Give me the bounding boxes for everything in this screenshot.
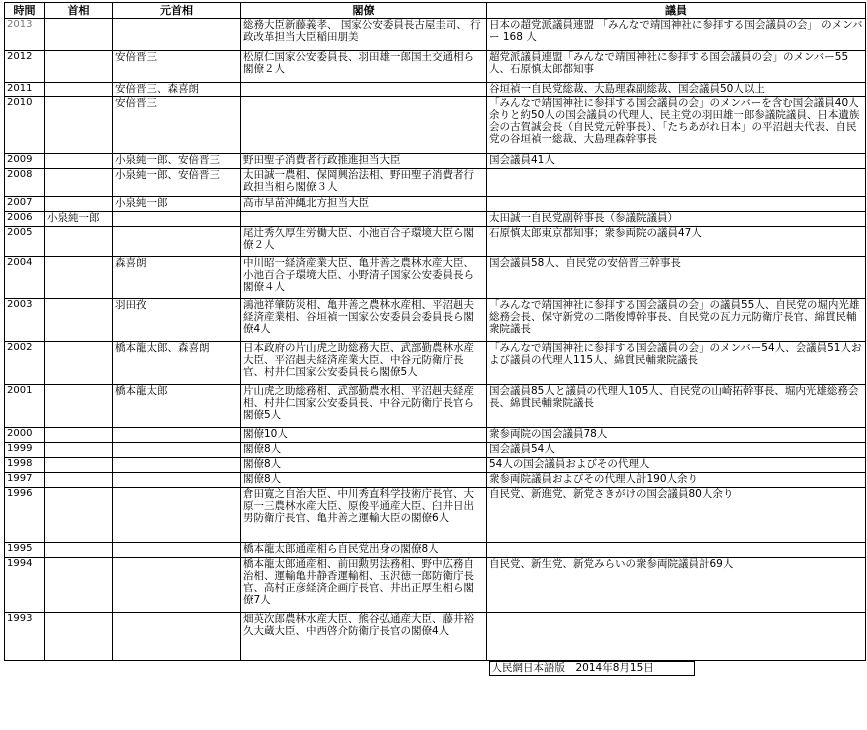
row-diet-members: 石原慎太郎東京都知事；衆参両院の議員47人 <box>487 227 866 257</box>
row-year: 2008 <box>5 169 45 197</box>
row-former-prime-minister <box>113 19 241 51</box>
row-diet-members: 「みんなで靖国神社に参拝する国会議員の会」の議員55人、自民党の堀内光雄総務会長、保守新党の二階俊博幹事長、自民党の瓦力元防衛庁長官、綿貫民輔衆院議長 <box>487 299 866 342</box>
header-former-prime-minister: 元首相 <box>113 3 241 19</box>
row-former-prime-minister: 安倍晋三 <box>113 51 241 83</box>
row-prime-minister <box>45 443 113 458</box>
table-row <box>5 212 866 227</box>
row-prime-minister <box>45 51 113 83</box>
row-former-prime-minister <box>113 488 241 543</box>
table-row <box>5 543 866 558</box>
table-row <box>5 169 866 197</box>
row-former-prime-minister: 小泉純一郎、安倍晋三 <box>113 169 241 197</box>
row-prime-minister <box>45 458 113 473</box>
row-cabinet: 野田聖子消費者行政推進担当大臣 <box>241 154 487 169</box>
table-row <box>5 299 866 342</box>
row-prime-minister <box>45 428 113 443</box>
row-diet-members: 「みんなで靖国神社に参拝する国会議員の会」のメンバーを含む国会議員40人余りと約50人の国会議員の代理人、民主党の羽田雄一郎参議院議員、日本遺族会の古賀誠会長（自民党元幹事長）、「たちあがれ日本」の平沼赳夫代表、自民党の谷垣禎一総裁、大島理森幹事長 <box>487 97 866 154</box>
row-year: 2012 <box>5 51 45 83</box>
row-cabinet: 橋本龍太郎通産相ら自民党出身の閣僚8人 <box>241 543 487 558</box>
row-diet-members: 自民党、新進党、新党さきがけの国会議員80人余り <box>487 488 866 543</box>
row-cabinet: 総務大臣新藤義孝、 国家公安委員長古屋圭司、 行政改革担当大臣稲田朋美 <box>241 19 487 51</box>
row-diet-members <box>487 197 866 212</box>
row-former-prime-minister: 森喜朗 <box>113 257 241 299</box>
row-diet-members: 衆参両院議員およびその代理人計190人余り <box>487 473 866 488</box>
row-year: 2006 <box>5 212 45 227</box>
row-year: 1998 <box>5 458 45 473</box>
row-prime-minister <box>45 227 113 257</box>
row-year: 2002 <box>5 342 45 385</box>
row-former-prime-minister: 羽田孜 <box>113 299 241 342</box>
row-former-prime-minister <box>113 458 241 473</box>
row-former-prime-minister <box>113 558 241 613</box>
row-former-prime-minister <box>113 428 241 443</box>
header-year: 時間 <box>5 3 45 19</box>
row-diet-members: 「みんなで靖国神社に参拝する国会議員の会」のメンバー54人、会議員51人および議員の代理人115人、綿貫民輔衆院議長 <box>487 342 866 385</box>
table-row <box>5 342 866 385</box>
row-former-prime-minister: 安倍晋三 <box>113 97 241 154</box>
row-year: 2013 <box>5 19 45 51</box>
row-year: 1997 <box>5 473 45 488</box>
row-diet-members <box>487 169 866 197</box>
row-year: 2004 <box>5 257 45 299</box>
row-prime-minister <box>45 558 113 613</box>
row-cabinet <box>241 212 487 227</box>
row-year: 2005 <box>5 227 45 257</box>
header-cabinet: 閣僚 <box>241 3 487 19</box>
row-diet-members: 国会議員41人 <box>487 154 866 169</box>
footer-cell <box>487 661 866 677</box>
row-cabinet: 尾辻秀久厚生労働大臣、小池百合子環境大臣ら閣僚２人 <box>241 227 487 257</box>
table-row <box>5 613 866 661</box>
row-cabinet: 太田誠一農相、保岡興治法相、野田聖子消費者行政担当相ら閣僚３人 <box>241 169 487 197</box>
row-cabinet: 倉田寛之自治大臣、中川秀直科学技術庁長官、大原一三農林水産大臣、原俊平通産大臣、臼井日出男防衛庁長官、亀井善之運輸大臣の閣僚6人 <box>241 488 487 543</box>
row-prime-minister <box>45 83 113 97</box>
table-row <box>5 257 866 299</box>
table-row <box>5 473 866 488</box>
row-cabinet <box>241 83 487 97</box>
row-cabinet: 日本政府の片山虎之助総務大臣、武部勤農林水産大臣、平沼赳夫経済産業大臣、中谷元防衛庁長官、村井仁国家公安委員長ら閣僚5人 <box>241 342 487 385</box>
row-prime-minister <box>45 257 113 299</box>
row-cabinet: 閣僚10人 <box>241 428 487 443</box>
row-cabinet: 中川昭一経済産業大臣、亀井善之農林水産大臣、小池百合子環境大臣、小野清子国家公安委員長ら閣僚４人 <box>241 257 487 299</box>
table-row <box>5 385 866 428</box>
row-former-prime-minister: 安倍晋三、森喜朗 <box>113 83 241 97</box>
footer-empty-cell <box>45 661 113 677</box>
row-prime-minister: 小泉純一郎 <box>45 212 113 227</box>
row-diet-members: 超党派議員連盟「みんなで靖国神社に参拝する国会議員の会」のメンバー55人、石原慎太郎都知事 <box>487 51 866 83</box>
row-year: 1993 <box>5 613 45 661</box>
row-year: 1995 <box>5 543 45 558</box>
row-cabinet: 松原仁国家公安委員長、羽田雄一郎国土交通相ら閣僚２人 <box>241 51 487 83</box>
footer-empty-cell <box>113 661 241 677</box>
row-cabinet: 片山虎之助総務相、武部勤農水相、平沼赳夫経産相、村井仁国家公安委員長、中谷元防衛庁長官ら閣僚5人 <box>241 385 487 428</box>
row-former-prime-minister <box>113 212 241 227</box>
table-row <box>5 97 866 154</box>
row-prime-minister <box>45 342 113 385</box>
row-prime-minister <box>45 488 113 543</box>
row-prime-minister <box>45 613 113 661</box>
row-cabinet: 橋本龍太郎通産相、前田勲男法務相、野中広務自治相、運輸亀井静香運輸相、玉沢徳一郎防衛庁長官、高村正彦経済企画庁長官、井出正厚生相ら閣僚7人 <box>241 558 487 613</box>
row-diet-members <box>487 613 866 661</box>
footer-row <box>5 661 866 677</box>
row-former-prime-minister: 小泉純一郎 <box>113 197 241 212</box>
row-year: 2007 <box>5 197 45 212</box>
table-row <box>5 443 866 458</box>
row-year: 2003 <box>5 299 45 342</box>
table-row <box>5 51 866 83</box>
row-prime-minister <box>45 385 113 428</box>
header-prime-minister: 首相 <box>45 3 113 19</box>
row-cabinet: 鴻池祥肇防災相、亀井善之農林水産相、平沼赳夫経済産業相、谷垣禎一国家公安委員会委員長ら閣僚4人 <box>241 299 487 342</box>
row-diet-members <box>487 543 866 558</box>
row-former-prime-minister <box>113 543 241 558</box>
row-prime-minister <box>45 154 113 169</box>
row-former-prime-minister: 小泉純一郎、安倍晋三 <box>113 154 241 169</box>
row-year: 2001 <box>5 385 45 428</box>
table-row <box>5 558 866 613</box>
footer-empty-cell <box>241 661 487 677</box>
row-prime-minister <box>45 543 113 558</box>
row-diet-members: 衆参両院の国会議員78人 <box>487 428 866 443</box>
table-row <box>5 19 866 51</box>
row-former-prime-minister <box>113 227 241 257</box>
header-diet-members: 議員 <box>487 3 866 19</box>
row-year: 1996 <box>5 488 45 543</box>
row-year: 2009 <box>5 154 45 169</box>
table-row <box>5 227 866 257</box>
row-cabinet: 高市早苗沖縄北方担当大臣 <box>241 197 487 212</box>
table-row <box>5 197 866 212</box>
table-row <box>5 83 866 97</box>
footer-empty-cell <box>5 661 45 677</box>
table-row <box>5 488 866 543</box>
row-cabinet: 閣僚8人 <box>241 443 487 458</box>
row-prime-minister <box>45 169 113 197</box>
row-former-prime-minister: 橋本龍太郎、森喜朗 <box>113 342 241 385</box>
row-prime-minister <box>45 299 113 342</box>
shrine-visits-table <box>4 2 866 676</box>
row-diet-members: 54人の国会議員およびその代理人 <box>487 458 866 473</box>
row-prime-minister <box>45 197 113 212</box>
row-year: 2000 <box>5 428 45 443</box>
row-year: 2010 <box>5 97 45 154</box>
row-diet-members: 国会議員85人と議員の代理人105人、自民党の山崎拓幹事長、堀内光雄総務会長、綿貫民輔衆院議長 <box>487 385 866 428</box>
row-year: 2011 <box>5 83 45 97</box>
row-cabinet: 閣僚8人 <box>241 473 487 488</box>
header-row <box>5 3 866 19</box>
row-year: 1999 <box>5 443 45 458</box>
table-row <box>5 458 866 473</box>
row-diet-members: 谷垣禎一自民党総裁、大島理森副総裁、国会議員50人以上 <box>487 83 866 97</box>
table-body <box>5 19 866 677</box>
row-cabinet: 畑英次郎農林水産大臣、熊谷弘通産大臣、藤井裕久大蔵大臣、中西啓介防衛庁長官の閣僚4人 <box>241 613 487 661</box>
row-diet-members: 国会議員58人、自民党の安倍晋三幹事長 <box>487 257 866 299</box>
row-year: 1994 <box>5 558 45 613</box>
row-cabinet: 閣僚8人 <box>241 458 487 473</box>
row-prime-minister <box>45 19 113 51</box>
table-row <box>5 428 866 443</box>
row-diet-members: 国会議員54人 <box>487 443 866 458</box>
row-cabinet <box>241 97 487 154</box>
row-prime-minister <box>45 473 113 488</box>
row-former-prime-minister <box>113 613 241 661</box>
row-diet-members: 自民党、新生党、新党みらいの衆参両院議員計69人 <box>487 558 866 613</box>
row-prime-minister <box>45 97 113 154</box>
row-former-prime-minister <box>113 443 241 458</box>
row-diet-members: 太田誠一自民党副幹事長（参議院議員） <box>487 212 866 227</box>
source-credit: 人民網日本語版 2014年8月15日 <box>489 661 695 676</box>
row-former-prime-minister <box>113 473 241 488</box>
table-row <box>5 154 866 169</box>
row-diet-members: 日本の超党派議員連盟 「みんなで靖国神社に参拝する国会議員の会」 のメンバー 168 人 <box>487 19 866 51</box>
row-former-prime-minister: 橋本龍太郎 <box>113 385 241 428</box>
